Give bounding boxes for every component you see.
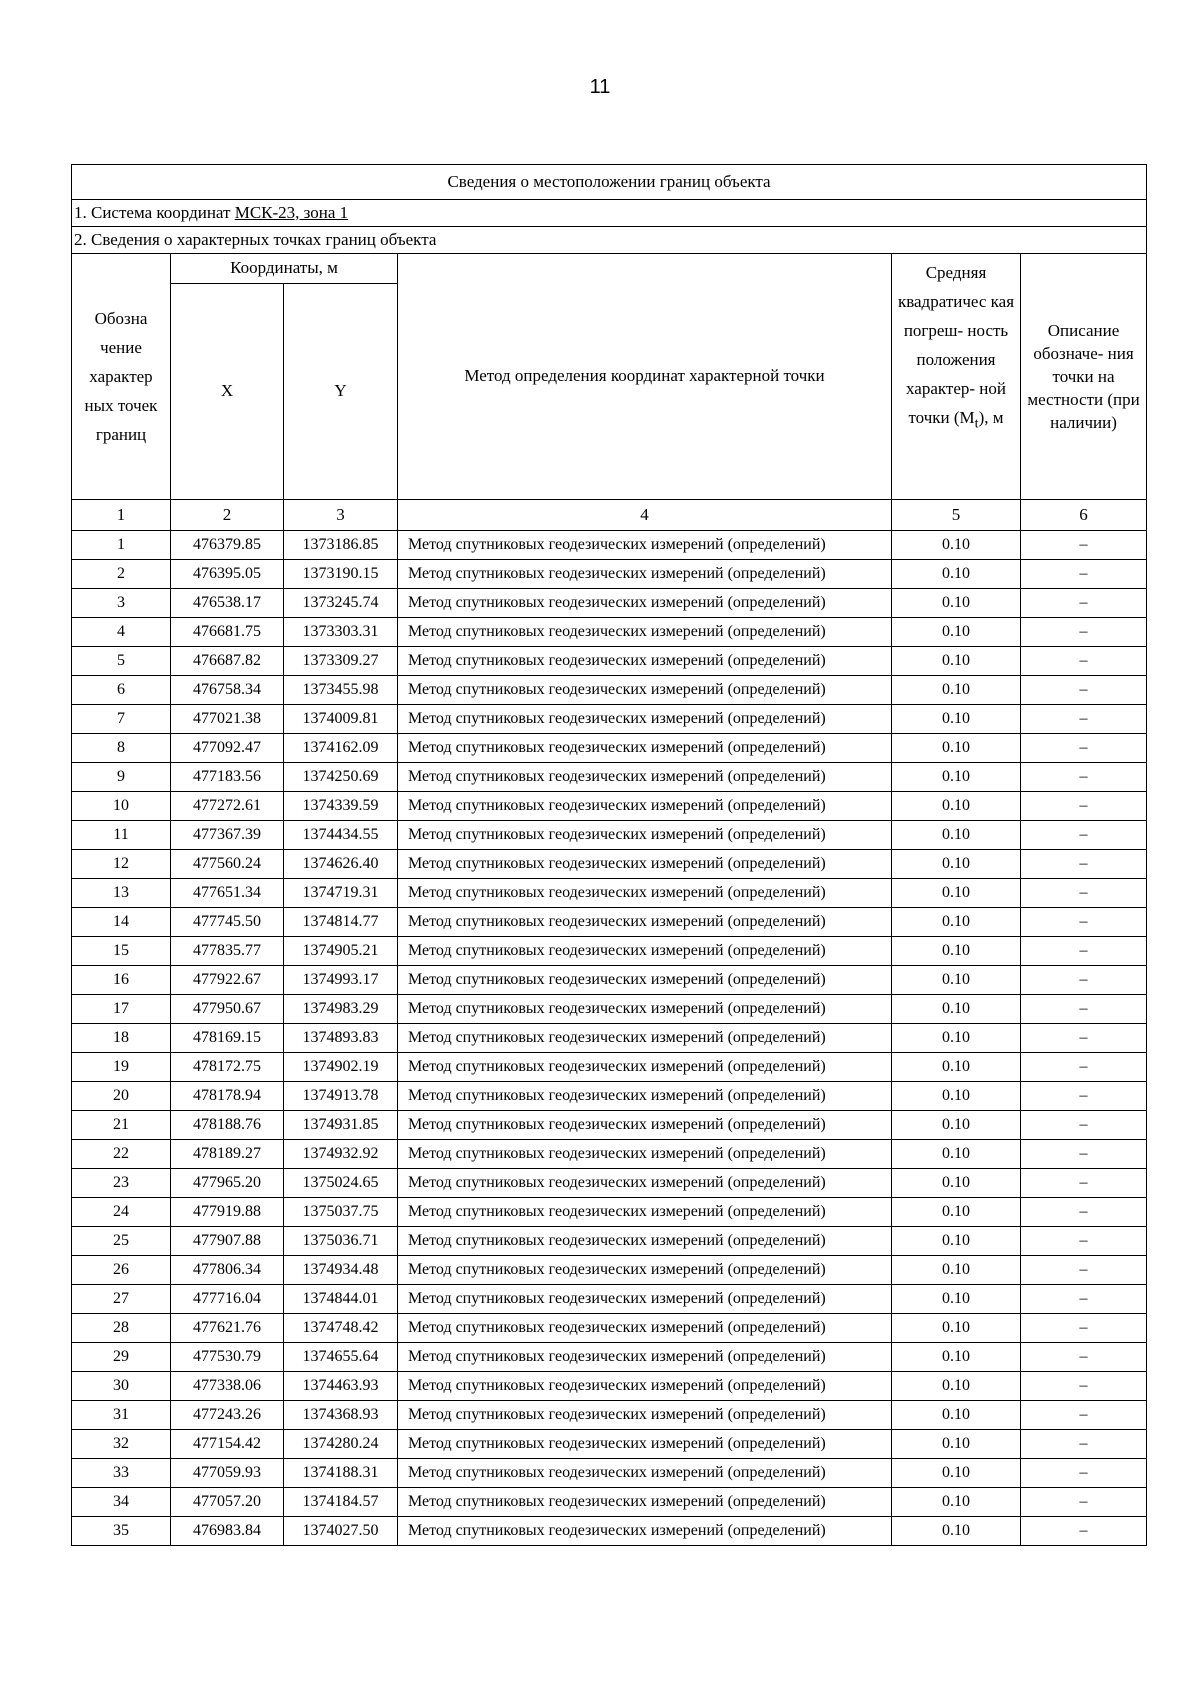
table-row	[72, 1430, 1147, 1459]
coord-x: 478178.94	[171, 1082, 284, 1111]
point-number: 30	[72, 1372, 171, 1401]
point-number: 34	[72, 1488, 171, 1517]
table-row	[72, 763, 1147, 792]
coord-x: 477059.93	[171, 1459, 284, 1488]
accuracy-cell: 0.10	[892, 966, 1021, 995]
method-cell: Метод спутниковых геодезических измерений (определений)	[398, 966, 892, 995]
coord-y: 1374983.29	[284, 995, 398, 1024]
method-cell: Метод спутниковых геодезических измерений (определений)	[398, 792, 892, 821]
accuracy-cell: 0.10	[892, 1053, 1021, 1082]
accuracy-cell: 0.10	[892, 1343, 1021, 1372]
coord-x: 476379.85	[171, 531, 284, 560]
accuracy-cell: 0.10	[892, 1314, 1021, 1343]
table-row	[72, 1372, 1147, 1401]
coord-x: 477092.47	[171, 734, 284, 763]
table-row	[72, 879, 1147, 908]
point-number: 35	[72, 1517, 171, 1546]
description-cell: –	[1021, 676, 1147, 705]
column-number: 6	[1021, 500, 1147, 531]
coordinate-system-line	[72, 200, 1147, 227]
description-cell: –	[1021, 763, 1147, 792]
description-cell: –	[1021, 792, 1147, 821]
table-row	[72, 676, 1147, 705]
method-cell: Метод спутниковых геодезических измерений (определений)	[398, 1256, 892, 1285]
description-cell: –	[1021, 1024, 1147, 1053]
coord-x: 476687.82	[171, 647, 284, 676]
point-number: 7	[72, 705, 171, 734]
description-cell: –	[1021, 589, 1147, 618]
table-row	[72, 1140, 1147, 1169]
coord-y: 1374184.57	[284, 1488, 398, 1517]
accuracy-cell: 0.10	[892, 560, 1021, 589]
coord-y: 1374027.50	[284, 1517, 398, 1546]
coord-x: 477057.20	[171, 1488, 284, 1517]
coord-x: 477183.56	[171, 763, 284, 792]
accuracy-cell: 0.10	[892, 1198, 1021, 1227]
accuracy-cell: 0.10	[892, 763, 1021, 792]
table-row	[72, 908, 1147, 937]
method-cell: Метод спутниковых геодезических измерений (определений)	[398, 734, 892, 763]
point-number: 28	[72, 1314, 171, 1343]
table-row	[72, 1082, 1147, 1111]
description-cell: –	[1021, 1140, 1147, 1169]
coord-y: 1375036.71	[284, 1227, 398, 1256]
description-cell: –	[1021, 1314, 1147, 1343]
method-cell: Метод спутниковых геодезических измерений (определений)	[398, 676, 892, 705]
coord-y: 1374626.40	[284, 850, 398, 879]
method-cell: Метод спутниковых геодезических измерений (определений)	[398, 1082, 892, 1111]
coord-y: 1373186.85	[284, 531, 398, 560]
accuracy-cell: 0.10	[892, 1285, 1021, 1314]
coord-y: 1374993.17	[284, 966, 398, 995]
method-cell: Метод спутниковых геодезических измерений (определений)	[398, 1314, 892, 1343]
method-cell: Метод спутниковых геодезических измерений (определений)	[398, 937, 892, 966]
coord-y: 1374162.09	[284, 734, 398, 763]
method-cell: Метод спутниковых геодезических измерений (определений)	[398, 531, 892, 560]
coord-y: 1374339.59	[284, 792, 398, 821]
boundary-points-table	[71, 164, 1147, 1546]
accuracy-cell: 0.10	[892, 1372, 1021, 1401]
coord-x: 477154.42	[171, 1430, 284, 1459]
header-accuracy-sub: t	[974, 415, 979, 432]
accuracy-cell: 0.10	[892, 1227, 1021, 1256]
method-cell: Метод спутниковых геодезических измерений (определений)	[398, 995, 892, 1024]
coord-y: 1374913.78	[284, 1082, 398, 1111]
coord-x: 477367.39	[171, 821, 284, 850]
accuracy-cell: 0.10	[892, 531, 1021, 560]
point-number: 27	[72, 1285, 171, 1314]
description-cell: –	[1021, 705, 1147, 734]
description-cell: –	[1021, 1111, 1147, 1140]
coord-y: 1374893.83	[284, 1024, 398, 1053]
coord-x: 477806.34	[171, 1256, 284, 1285]
accuracy-cell: 0.10	[892, 1169, 1021, 1198]
description-cell: –	[1021, 850, 1147, 879]
table-row	[72, 821, 1147, 850]
coord-y: 1374902.19	[284, 1053, 398, 1082]
coord-x: 476538.17	[171, 589, 284, 618]
point-number: 18	[72, 1024, 171, 1053]
point-number: 22	[72, 1140, 171, 1169]
method-cell: Метод спутниковых геодезических измерений (определений)	[398, 1053, 892, 1082]
description-cell: –	[1021, 1053, 1147, 1082]
coord-y: 1374719.31	[284, 879, 398, 908]
coord-x: 477243.26	[171, 1401, 284, 1430]
description-cell: –	[1021, 1227, 1147, 1256]
coord-y: 1374934.48	[284, 1256, 398, 1285]
method-cell: Метод спутниковых геодезических измерений (определений)	[398, 560, 892, 589]
table-row	[72, 1227, 1147, 1256]
coord-y: 1373455.98	[284, 676, 398, 705]
coord-y: 1373303.31	[284, 618, 398, 647]
coord-x: 477560.24	[171, 850, 284, 879]
coord-x: 477530.79	[171, 1343, 284, 1372]
coord-y: 1374655.64	[284, 1343, 398, 1372]
table-row	[72, 1256, 1147, 1285]
table-row	[72, 1343, 1147, 1372]
coord-x: 477965.20	[171, 1169, 284, 1198]
description-cell: –	[1021, 908, 1147, 937]
table-row	[72, 560, 1147, 589]
method-cell: Метод спутниковых геодезических измерений (определений)	[398, 618, 892, 647]
accuracy-cell: 0.10	[892, 1111, 1021, 1140]
coordinate-system-name: МСК-23, зона 1	[234, 202, 349, 222]
coord-x: 477338.06	[171, 1372, 284, 1401]
point-number: 26	[72, 1256, 171, 1285]
coord-y: 1374368.93	[284, 1401, 398, 1430]
method-cell: Метод спутниковых геодезических измерений (определений)	[398, 1198, 892, 1227]
accuracy-cell: 0.10	[892, 1140, 1021, 1169]
point-number: 14	[72, 908, 171, 937]
point-number: 25	[72, 1227, 171, 1256]
table-row	[72, 1401, 1147, 1430]
description-cell: –	[1021, 1401, 1147, 1430]
method-cell: Метод спутниковых геодезических измерений (определений)	[398, 879, 892, 908]
table-row	[72, 995, 1147, 1024]
description-cell: –	[1021, 1343, 1147, 1372]
point-number: 17	[72, 995, 171, 1024]
point-number: 8	[72, 734, 171, 763]
coord-y: 1374931.85	[284, 1111, 398, 1140]
table-title: Сведения о местоположении границ объекта	[72, 165, 1147, 200]
method-cell: Метод спутниковых геодезических измерений (определений)	[398, 589, 892, 618]
point-number: 9	[72, 763, 171, 792]
description-cell: –	[1021, 1169, 1147, 1198]
coord-x: 477272.61	[171, 792, 284, 821]
point-number: 15	[72, 937, 171, 966]
table-row	[72, 1053, 1147, 1082]
coord-y: 1374434.55	[284, 821, 398, 850]
accuracy-cell: 0.10	[892, 850, 1021, 879]
accuracy-cell: 0.10	[892, 1488, 1021, 1517]
coord-y: 1375037.75	[284, 1198, 398, 1227]
description-cell: –	[1021, 734, 1147, 763]
point-number: 21	[72, 1111, 171, 1140]
table-row	[72, 1488, 1147, 1517]
description-cell: –	[1021, 937, 1147, 966]
description-cell: –	[1021, 531, 1147, 560]
method-cell: Метод спутниковых геодезических измерений (определений)	[398, 647, 892, 676]
table-row	[72, 1024, 1147, 1053]
accuracy-cell: 0.10	[892, 792, 1021, 821]
method-cell: Метод спутниковых геодезических измерений (определений)	[398, 1517, 892, 1546]
header-y: Y	[284, 284, 398, 500]
table-row	[72, 1517, 1147, 1546]
coord-x: 477021.38	[171, 705, 284, 734]
description-cell: –	[1021, 560, 1147, 589]
point-number: 4	[72, 618, 171, 647]
coord-x: 477919.88	[171, 1198, 284, 1227]
coordinate-system-prefix: 1. Система координат	[74, 202, 235, 222]
method-cell: Метод спутниковых геодезических измерений (определений)	[398, 821, 892, 850]
header-coordinates: Координаты, м	[171, 254, 398, 284]
header-description: Описание обозначе- ния точки на местности (при наличии)	[1021, 254, 1147, 500]
coord-x: 477950.67	[171, 995, 284, 1024]
point-number: 11	[72, 821, 171, 850]
description-cell: –	[1021, 879, 1147, 908]
description-cell: –	[1021, 1082, 1147, 1111]
point-number: 1	[72, 531, 171, 560]
description-cell: –	[1021, 618, 1147, 647]
coord-y: 1374844.01	[284, 1285, 398, 1314]
accuracy-cell: 0.10	[892, 647, 1021, 676]
table-row	[72, 705, 1147, 734]
header-accuracy-main: Средняя квадратичес кая погреш- ность положения характер- ной точки (M	[897, 263, 1015, 427]
description-cell: –	[1021, 995, 1147, 1024]
accuracy-cell: 0.10	[892, 1517, 1021, 1546]
column-number: 4	[398, 500, 892, 531]
table-row	[72, 966, 1147, 995]
column-number: 2	[171, 500, 284, 531]
method-cell: Метод спутниковых геодезических измерений (определений)	[398, 1227, 892, 1256]
method-cell: Метод спутниковых геодезических измерений (определений)	[398, 1401, 892, 1430]
table-row	[72, 589, 1147, 618]
page-number: 11	[589, 76, 611, 98]
accuracy-cell: 0.10	[892, 879, 1021, 908]
point-number: 20	[72, 1082, 171, 1111]
table-row	[72, 1198, 1147, 1227]
accuracy-cell: 0.10	[892, 1024, 1021, 1053]
column-number: 5	[892, 500, 1021, 531]
method-cell: Метод спутниковых геодезических измерений (определений)	[398, 1430, 892, 1459]
accuracy-cell: 0.10	[892, 937, 1021, 966]
method-cell: Метод спутниковых геодезических измерений (определений)	[398, 1169, 892, 1198]
accuracy-cell: 0.10	[892, 1459, 1021, 1488]
method-cell: Метод спутниковых геодезических измерений (определений)	[398, 1488, 892, 1517]
method-cell: Метод спутниковых геодезических измерений (определений)	[398, 850, 892, 879]
header-point-designation: Обозна чение характер ных точек границ	[72, 254, 171, 500]
accuracy-cell: 0.10	[892, 1430, 1021, 1459]
coord-x: 477907.88	[171, 1227, 284, 1256]
point-number: 5	[72, 647, 171, 676]
method-cell: Метод спутниковых геодезических измерений (определений)	[398, 1343, 892, 1372]
header-method: Метод определения координат характерной точки	[398, 254, 892, 500]
point-number: 12	[72, 850, 171, 879]
method-cell: Метод спутниковых геодезических измерений (определений)	[398, 1140, 892, 1169]
coord-x: 478188.76	[171, 1111, 284, 1140]
description-cell: –	[1021, 821, 1147, 850]
method-cell: Метод спутниковых геодезических измерений (определений)	[398, 1372, 892, 1401]
coord-y: 1374463.93	[284, 1372, 398, 1401]
point-number: 31	[72, 1401, 171, 1430]
point-number: 3	[72, 589, 171, 618]
table-row	[72, 850, 1147, 879]
coord-y: 1375024.65	[284, 1169, 398, 1198]
table-row	[72, 734, 1147, 763]
accuracy-cell: 0.10	[892, 618, 1021, 647]
accuracy-cell: 0.10	[892, 705, 1021, 734]
description-cell: –	[1021, 647, 1147, 676]
table-row	[72, 937, 1147, 966]
points-section-heading: 2. Сведения о характерных точках границ объекта	[72, 227, 1147, 254]
point-number: 13	[72, 879, 171, 908]
coord-y: 1373245.74	[284, 589, 398, 618]
header-accuracy-tail: ), м	[978, 408, 1004, 427]
accuracy-cell: 0.10	[892, 734, 1021, 763]
coord-x: 477745.50	[171, 908, 284, 937]
accuracy-cell: 0.10	[892, 908, 1021, 937]
point-number: 19	[72, 1053, 171, 1082]
accuracy-cell: 0.10	[892, 1256, 1021, 1285]
coord-y: 1374814.77	[284, 908, 398, 937]
header-x: X	[171, 284, 284, 500]
description-cell: –	[1021, 1198, 1147, 1227]
accuracy-cell: 0.10	[892, 589, 1021, 618]
coord-y: 1374905.21	[284, 937, 398, 966]
accuracy-cell: 0.10	[892, 821, 1021, 850]
description-cell: –	[1021, 1488, 1147, 1517]
column-number: 3	[284, 500, 398, 531]
point-number: 16	[72, 966, 171, 995]
coord-y: 1373309.27	[284, 647, 398, 676]
method-cell: Метод спутниковых геодезических измерений (определений)	[398, 1285, 892, 1314]
column-number: 1	[72, 500, 171, 531]
point-number: 29	[72, 1343, 171, 1372]
accuracy-cell: 0.10	[892, 995, 1021, 1024]
point-number: 24	[72, 1198, 171, 1227]
point-number: 32	[72, 1430, 171, 1459]
coord-x: 476758.34	[171, 676, 284, 705]
table-row	[72, 647, 1147, 676]
description-cell: –	[1021, 1372, 1147, 1401]
point-number: 10	[72, 792, 171, 821]
point-number: 23	[72, 1169, 171, 1198]
method-cell: Метод спутниковых геодезических измерений (определений)	[398, 763, 892, 792]
point-number: 6	[72, 676, 171, 705]
coord-x: 478189.27	[171, 1140, 284, 1169]
accuracy-cell: 0.10	[892, 1082, 1021, 1111]
coord-x: 476395.05	[171, 560, 284, 589]
coord-x: 477651.34	[171, 879, 284, 908]
header-accuracy	[892, 254, 1021, 500]
coord-x: 476681.75	[171, 618, 284, 647]
description-cell: –	[1021, 1430, 1147, 1459]
method-cell: Метод спутниковых геодезических измерений (определений)	[398, 1111, 892, 1140]
coord-y: 1374188.31	[284, 1459, 398, 1488]
coord-x: 477716.04	[171, 1285, 284, 1314]
table-row	[72, 1314, 1147, 1343]
table-row	[72, 618, 1147, 647]
method-cell: Метод спутниковых геодезических измерений (определений)	[398, 908, 892, 937]
table-row	[72, 1111, 1147, 1140]
description-cell: –	[1021, 966, 1147, 995]
table-row	[72, 792, 1147, 821]
method-cell: Метод спутниковых геодезических измерений (определений)	[398, 705, 892, 734]
accuracy-cell: 0.10	[892, 676, 1021, 705]
table-row	[72, 1169, 1147, 1198]
accuracy-cell: 0.10	[892, 1401, 1021, 1430]
point-number: 2	[72, 560, 171, 589]
coord-y: 1374250.69	[284, 763, 398, 792]
coord-y: 1374280.24	[284, 1430, 398, 1459]
table-row	[72, 531, 1147, 560]
coord-y: 1374932.92	[284, 1140, 398, 1169]
coord-x: 476983.84	[171, 1517, 284, 1546]
coord-y: 1373190.15	[284, 560, 398, 589]
coord-y: 1374748.42	[284, 1314, 398, 1343]
table-row	[72, 1459, 1147, 1488]
coord-x: 478169.15	[171, 1024, 284, 1053]
point-number: 33	[72, 1459, 171, 1488]
description-cell: –	[1021, 1517, 1147, 1546]
description-cell: –	[1021, 1459, 1147, 1488]
description-cell: –	[1021, 1285, 1147, 1314]
description-cell: –	[1021, 1256, 1147, 1285]
coord-x: 477835.77	[171, 937, 284, 966]
coord-x: 478172.75	[171, 1053, 284, 1082]
table-row	[72, 1285, 1147, 1314]
coord-x: 477922.67	[171, 966, 284, 995]
method-cell: Метод спутниковых геодезических измерений (определений)	[398, 1459, 892, 1488]
method-cell: Метод спутниковых геодезических измерений (определений)	[398, 1024, 892, 1053]
coord-y: 1374009.81	[284, 705, 398, 734]
coord-x: 477621.76	[171, 1314, 284, 1343]
